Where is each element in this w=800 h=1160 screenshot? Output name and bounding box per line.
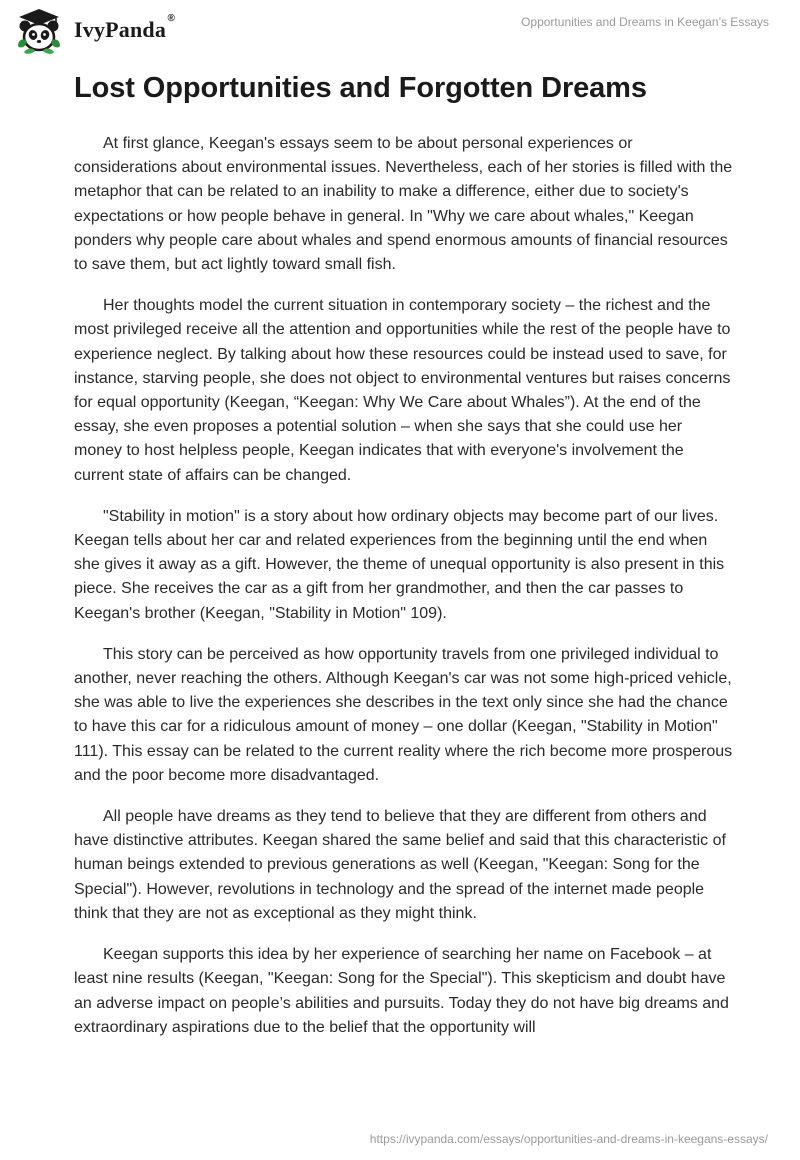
paragraph: At first glance, Keegan's essays seem to be about personal experiences or considerations about environmental issues. Nevertheless, each of her stories is filled with the metaphor that can be related to an inability to make a difference, either due to society's expectations or how people behave in general. In "Why we care about whales," Keegan ponders why people care about whales and spend enormous amounts of financial resources to save them, but act lightly toward small fish. <box>74 135 733 274</box>
running-head: Opportunities and Dreams in Keegan’s Essays <box>521 15 769 29</box>
paragraph: All people have dreams as they tend to believe that they are different from others and have distinctive attributes. Keegan shared the same belief and said that this characteristic of human beings extended to previous generations as well (Keegan, "Keegan: Song for the Special"). However, revolutions in technology and the spread of the internet made people think that they are not as exceptional as they might think. <box>74 808 726 922</box>
article-body <box>74 132 734 1040</box>
brand-name: IvyPanda ® <box>74 13 176 42</box>
page-header <box>0 0 800 60</box>
paragraph: Keegan supports this idea by her experience of searching her name on Facebook – at least nine results (Keegan, "Keegan: Song for the Special"). This skepticism and doubt have an adverse impact on people’s abilities and pursuits. Today they do not have big dreams and extraordinary aspirations due to the belief that the opportunity will <box>74 946 729 1036</box>
page-title: Lost Opportunities and Forgotten Dreams <box>74 72 647 104</box>
ivypanda-logo[interactable] <box>14 6 176 56</box>
paragraph: Her thoughts model the current situation in contemporary society – the richest and the most privileged receive all the attention and opportunities while the rest of the people have to experience neglect. By talking about how these resources could be instead used to save, for instance, starving people, she does not object to environmental ventures but raises concerns for equal opportunity (Keegan, “Keegan: Why We Care about Whales”). At the end of the essay, she even proposes a potential solution – when she says that she could use her money to host helpless people, Keegan indicates that with everyone's involvement the current state of affairs can be changed. <box>74 297 731 484</box>
registered-mark: ® <box>167 13 176 24</box>
paragraph: This story can be perceived as how opportunity travels from one privileged individual to another, never reaching the others. Although Keegan's car was not some high-priced vehicle, she was able to live the experiences she describes in the text only since she had the chance to have this car for a ridiculous amount of money – one dollar (Keegan, "Stability in Motion" 111). This essay can be related to the current reality where the rich become more prosperous and the poor become more disadvantaged. <box>74 645 733 784</box>
paragraph: "Stability in motion" is a story about how ordinary objects may become part of our lives. Keegan tells about her car and related experiences from the beginning until the end when she gives it away as a gift. However, the theme of unequal opportunity is also present in this piece. She receives the car as a gift from her grandmother, and then the car passes to Keegan's brother (Keegan, "Stability in Motion" 109). <box>74 507 725 622</box>
panda-graduation-cap-icon <box>14 6 64 56</box>
source-url[interactable]: https://ivypanda.com/essays/opportunities-and-dreams-in-keegans-essays/ <box>369 1132 768 1146</box>
